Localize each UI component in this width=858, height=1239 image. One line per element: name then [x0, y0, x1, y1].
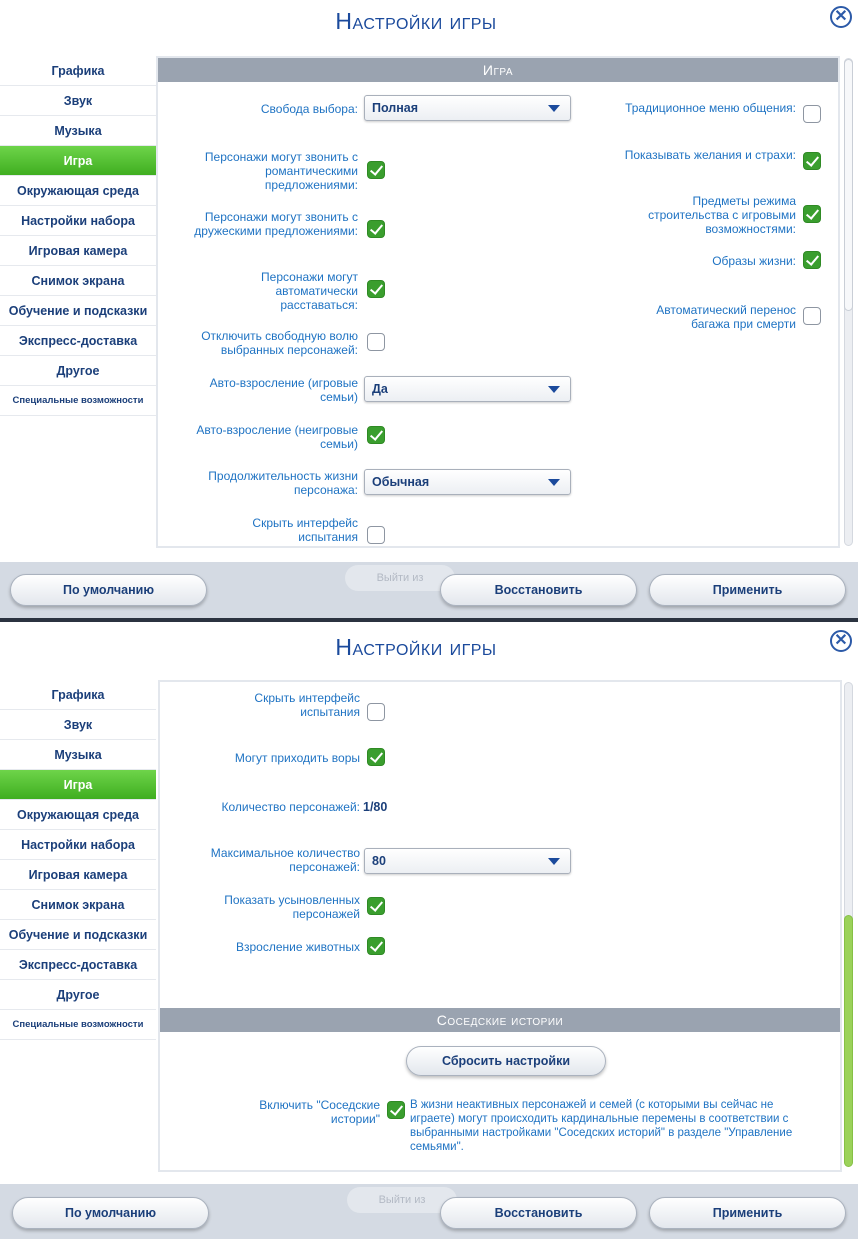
hide-challenge-checkbox[interactable]: [367, 526, 385, 544]
footer-bar: [0, 1184, 858, 1239]
chevron-down-icon: [548, 858, 560, 865]
sidebar-item-camera[interactable]: Игровая камера: [0, 860, 156, 890]
close-icon[interactable]: ✕: [830, 630, 852, 652]
build-items-checkbox[interactable]: [803, 205, 821, 223]
romantic-calls-label: Персонажи могут звонить с романтическими предложениями:: [204, 150, 358, 192]
sidebar-item-accessibility[interactable]: Специальные возможности: [0, 386, 156, 416]
sidebar-item-delivery[interactable]: Экспресс-доставка: [0, 950, 156, 980]
window-title: Настройки игры: [335, 8, 497, 34]
section-header-game: Игра: [158, 58, 838, 82]
section-header-neighborhood: Соседские истории: [160, 1008, 840, 1032]
sidebar-item-graphics[interactable]: Графика: [0, 680, 156, 710]
apply-button[interactable]: Применить: [649, 574, 846, 606]
sidebar-item-environment[interactable]: Окружающая среда: [0, 176, 156, 206]
hide-challenge-label: Скрыть интерфейс испытания: [254, 691, 360, 719]
max-sims-dropdown[interactable]: [364, 848, 571, 874]
apply-button[interactable]: Применить: [649, 1197, 846, 1229]
window-title: Настройки игры: [335, 634, 497, 660]
sidebar-item-game[interactable]: Игра: [0, 146, 156, 176]
auto-breakup-checkbox[interactable]: [367, 280, 385, 298]
default-button[interactable]: По умолчанию: [10, 574, 207, 606]
show-adopted-label: Показать усыновленных персонажей: [224, 893, 360, 921]
scrollbar[interactable]: [844, 682, 853, 1166]
sidebar-item-other[interactable]: Другое: [0, 356, 156, 386]
wants-fears-label: Показывать желания и страхи:: [624, 148, 796, 162]
footer-bar: [0, 562, 858, 618]
chevron-down-icon: [548, 105, 560, 112]
lifestyles-label: Образы жизни:: [712, 254, 796, 268]
wants-fears-checkbox[interactable]: [803, 152, 821, 170]
sidebar-item-pack-settings[interactable]: Настройки набора: [0, 206, 156, 236]
sidebar-item-pack-settings[interactable]: Настройки набора: [0, 830, 156, 860]
sidebar-item-sound[interactable]: Звук: [0, 86, 156, 116]
neighborhood-description: В жизни неактивных персонажей и семей (с которыми вы сейчас не играете) могут происходить кардинальные перемены в соответствии с выбранными настройками "Соседских историй" в разделе "Управление семьями".: [410, 1099, 793, 1153]
ghost-exit-button: Выйти из: [345, 565, 455, 591]
reset-neighborhood-button[interactable]: Сбросить настройки: [406, 1046, 606, 1076]
sidebar-item-tutorial[interactable]: Обучение и подсказки: [0, 296, 156, 326]
auto-transfer-checkbox[interactable]: [803, 307, 821, 325]
sim-count-value: 1/80: [363, 800, 388, 814]
lifestyles-checkbox[interactable]: [803, 251, 821, 269]
burglars-label: Могут приходить воры: [234, 751, 360, 765]
sidebar-item-game[interactable]: Игра: [0, 770, 156, 800]
auto-breakup-label: Персонажи могут автоматически расставаться:: [261, 270, 358, 312]
scrollbar[interactable]: [844, 58, 853, 546]
free-will-value: Полная: [372, 101, 419, 115]
romantic-calls-checkbox[interactable]: [367, 161, 385, 179]
lifespan-label: Продолжительность жизни персонажа:: [208, 469, 358, 497]
default-button[interactable]: По умолчанию: [12, 1197, 209, 1229]
friendly-calls-checkbox[interactable]: [367, 220, 385, 238]
chevron-down-icon: [548, 479, 560, 486]
max-sims-value: 80: [372, 854, 386, 868]
sidebar: [0, 56, 156, 416]
pet-aging-checkbox[interactable]: [367, 937, 385, 955]
sidebar-item-accessibility[interactable]: Специальные возможности: [0, 1010, 156, 1040]
close-icon[interactable]: ✕: [830, 6, 852, 28]
pet-aging-label: Взросление животных: [236, 940, 360, 954]
neighborhood-enable-checkbox[interactable]: [387, 1101, 405, 1119]
free-will-dropdown[interactable]: [364, 95, 571, 121]
hide-challenge-checkbox[interactable]: [367, 703, 385, 721]
aging-played-label: Авто-взросление (игровые семьи): [209, 376, 358, 404]
sidebar-item-delivery[interactable]: Экспресс-доставка: [0, 326, 156, 356]
sidebar-item-graphics[interactable]: Графика: [0, 56, 156, 86]
sidebar-item-sound[interactable]: Звук: [0, 710, 156, 740]
ghost-exit-button: Выйти из: [347, 1187, 457, 1213]
traditional-menu-checkbox[interactable]: [803, 105, 821, 123]
sim-count-label: Количество персонажей:: [221, 800, 360, 814]
game-settings-content: [156, 56, 840, 548]
chevron-down-icon: [548, 386, 560, 393]
sidebar-item-other[interactable]: Другое: [0, 980, 156, 1010]
aging-played-dropdown[interactable]: [364, 376, 571, 402]
sidebar-item-screenshot[interactable]: Снимок экрана: [0, 266, 156, 296]
restore-button[interactable]: Восстановить: [440, 1197, 637, 1229]
disable-autonomy-checkbox[interactable]: [367, 333, 385, 351]
settings-window-top: [0, 0, 858, 618]
aging-played-value: Да: [372, 382, 388, 396]
aging-unplayed-checkbox[interactable]: [367, 426, 385, 444]
sidebar-item-environment[interactable]: Окружающая среда: [0, 800, 156, 830]
sidebar-item-tutorial[interactable]: Обучение и подсказки: [0, 920, 156, 950]
scrollbar-thumb[interactable]: [844, 915, 853, 1167]
show-adopted-checkbox[interactable]: [367, 897, 385, 915]
settings-window-bottom: [0, 622, 858, 1239]
sidebar: [0, 680, 156, 1040]
max-sims-label: Максимальное количество персонажей:: [210, 846, 360, 874]
aging-unplayed-label: Авто-взросление (неигровые семьи): [196, 423, 358, 451]
disable-autonomy-label: Отключить свободную волю выбранных персонажей:: [201, 329, 358, 357]
lifespan-value: Обычная: [372, 475, 430, 489]
restore-button[interactable]: Восстановить: [440, 574, 637, 606]
auto-transfer-label: Автоматический перенос багажа при смерти: [656, 303, 796, 331]
sidebar-item-camera[interactable]: Игровая камера: [0, 236, 156, 266]
sidebar-item-music[interactable]: Музыка: [0, 740, 156, 770]
traditional-menu-label: Традиционное меню общения:: [625, 101, 796, 115]
sidebar-item-screenshot[interactable]: Снимок экрана: [0, 890, 156, 920]
neighborhood-enable-label: Включить "Соседские истории": [259, 1098, 380, 1126]
scrollbar-thumb[interactable]: [844, 59, 853, 311]
hide-challenge-label: Скрыть интерфейс испытания: [252, 516, 358, 544]
burglars-checkbox[interactable]: [367, 748, 385, 766]
sidebar-item-music[interactable]: Музыка: [0, 116, 156, 146]
friendly-calls-label: Персонажи могут звонить с дружескими предложениями:: [194, 210, 358, 238]
lifespan-dropdown[interactable]: [364, 469, 571, 495]
free-will-label: Свобода выбора:: [260, 102, 358, 116]
build-items-label: Предметы режима строительства с игровыми возможностями:: [648, 194, 796, 236]
game-settings-content: [158, 680, 842, 1172]
